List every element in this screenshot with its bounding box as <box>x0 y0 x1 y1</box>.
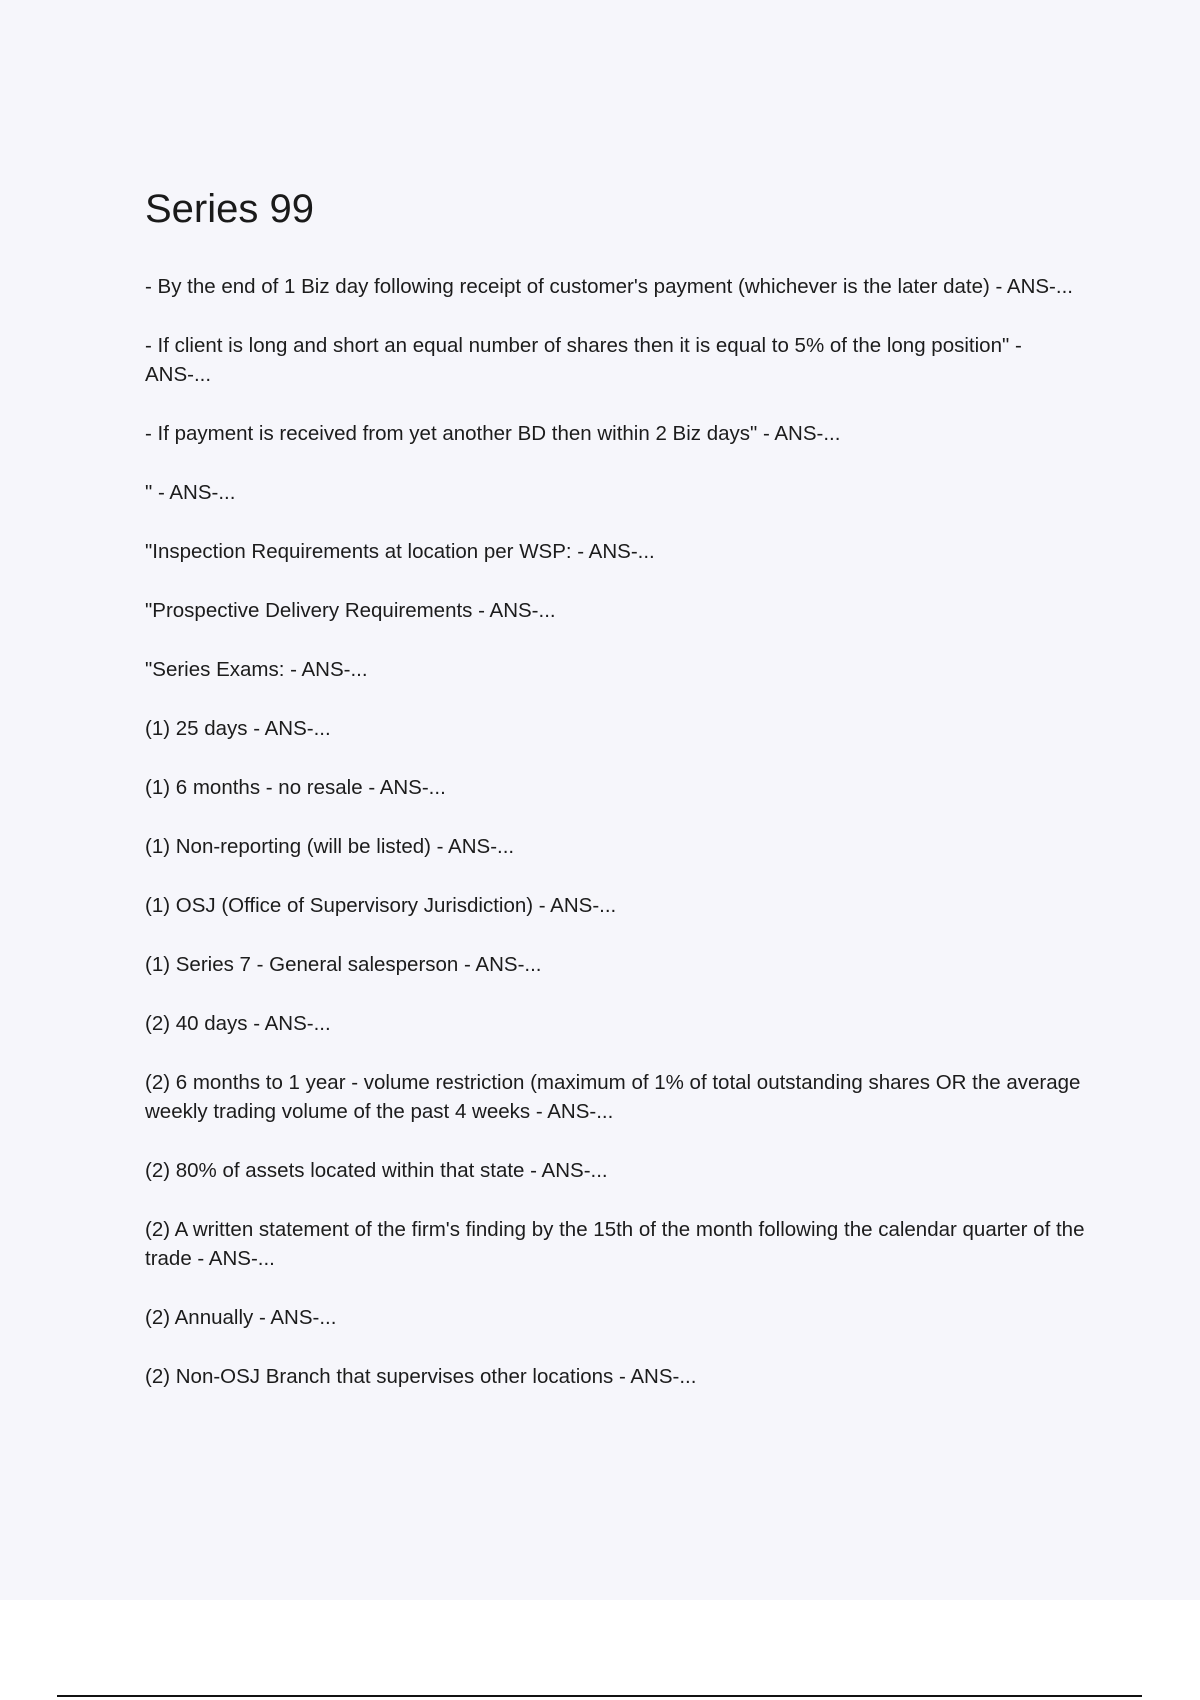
qa-item: (1) 25 days - ANS-... <box>145 717 331 740</box>
document-content <box>145 180 1085 1421</box>
qa-item: (1) OSJ (Office of Supervisory Jurisdiction) - ANS-... <box>145 894 617 917</box>
qa-item: (2) 6 months to 1 year - volume restriction (maximum of 1% of total outstanding shares OR the average weekly trading volume of the past 4 weeks - ANS-... <box>145 1071 1081 1123</box>
qa-item: (1) Series 7 - General salesperson - ANS-... <box>145 953 542 976</box>
qa-item: (2) 80% of assets located within that state - ANS-... <box>145 1159 608 1182</box>
qa-item: (2) Annually - ANS-... <box>145 1306 337 1329</box>
qa-item: " - ANS-... <box>145 481 236 504</box>
qa-item: "Prospective Delivery Requirements - ANS-... <box>145 599 556 622</box>
qa-item: "Series Exams: - ANS-... <box>145 658 368 681</box>
qa-item: "Inspection Requirements at location per WSP: - ANS-... <box>145 540 655 563</box>
qa-list <box>145 272 1085 1391</box>
bottom-divider <box>57 1695 1142 1697</box>
qa-item: (1) 6 months - no resale - ANS-... <box>145 776 446 799</box>
qa-item: - By the end of 1 Biz day following receipt of customer's payment (whichever is the later date) - ANS-... <box>145 275 1073 298</box>
qa-item: (2) A written statement of the firm's finding by the 15th of the month following the calendar quarter of the trade - ANS-... <box>145 1218 1085 1270</box>
qa-item: - If client is long and short an equal number of shares then it is equal to 5% of the long position" - ANS-... <box>145 334 1022 386</box>
qa-item: - If payment is received from yet another BD then within 2 Biz days" - ANS-... <box>145 422 841 445</box>
qa-item: (2) Non-OSJ Branch that supervises other locations - ANS-... <box>145 1365 697 1388</box>
qa-item: (2) 40 days - ANS-... <box>145 1012 331 1035</box>
document-title: Series 99 <box>145 187 314 231</box>
qa-item: (1) Non-reporting (will be listed) - ANS-... <box>145 835 515 858</box>
